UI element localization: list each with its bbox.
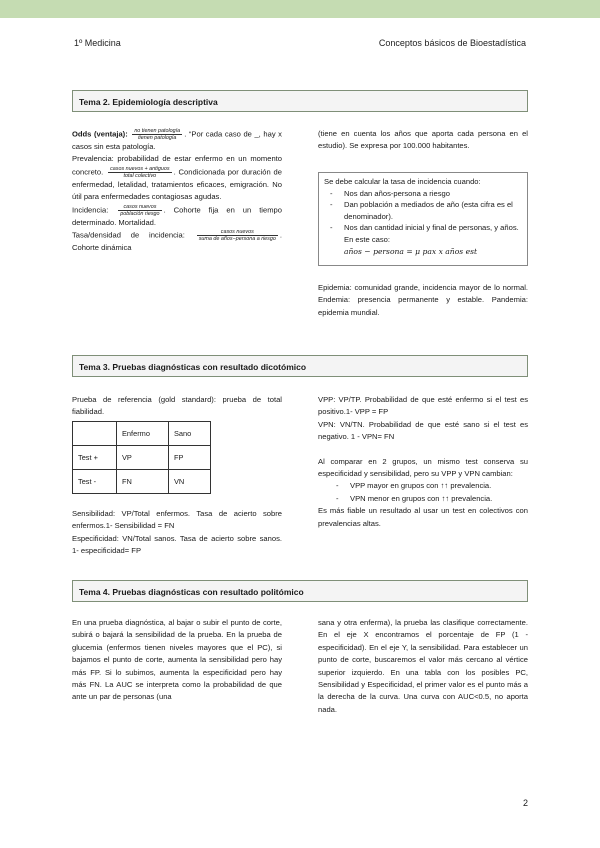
table-header-row bbox=[73, 422, 211, 446]
incidence-rate-box bbox=[318, 172, 528, 266]
vpp-text: VPP: VP/TP. Probabilidad de que esté enfermo si el test es positivo.1- VPP = FP bbox=[318, 395, 528, 417]
table-cell: FN bbox=[117, 470, 169, 494]
box-title: Se debe calcular la tasa de incidencia cuando: bbox=[324, 177, 481, 186]
odds-fraction: $\frac{\text{no tienen patología}}{\text{tienen patología}}$ bbox=[134, 128, 181, 141]
vpn-text: VPN: VN/TN. Probabilidad de que esté sano si el test es negativo. 1 - VPN= FN bbox=[318, 419, 528, 442]
section-title-tema4: Tema 4. Pruebas diagnósticas con resultado politómico bbox=[72, 580, 528, 602]
comparison-text: Al comparar en 2 grupos, un mismo test conserva su especificidad y sensibilidad, pero su VPP y VPN cambian: bbox=[318, 456, 528, 479]
box-item: - Nos dan años-persona a riesgo bbox=[330, 188, 522, 200]
incidence-definition: Incidencia: $\frac{\text{casos nuevos}}{\text{población riesgo}}$ . Cohorte fija en un tiempo determinado. Mortalidad. bbox=[72, 203, 282, 227]
contingency-table bbox=[72, 421, 211, 494]
list-item: - VPP mayor en grupos con ↑↑ prevalencia. bbox=[336, 480, 528, 492]
table-header-cell: Sano bbox=[169, 422, 211, 446]
epidemia-definitions: Epidemia: comunidad grande, incidencia mayor de lo normal. Endemia: presencia permanente y estable. Pandemia: epidemia mundial. bbox=[318, 283, 528, 317]
section-title-tema2: Tema 2. Epidemiología descriptiva bbox=[72, 90, 528, 112]
prevalence-fraction: $\frac{\text{casos nuevos + antiguos}}{\text{total colectivo}}$ bbox=[110, 165, 170, 179]
sensitivity-text: Sensibilidad: VP/Total enfermos. Tasa de acierto sobre enfermos.1- Sensibilidad = FN bbox=[72, 509, 282, 531]
box-list bbox=[324, 188, 522, 246]
rate-fraction: $\frac{\text{casos nuevos}}{\text{suma de años−persona a riesgo}}$ bbox=[198, 229, 276, 243]
specificity-text: Especificidad: VN/Total sanos. Tasa de acierto sobre sanos. 1- especificidad= FP bbox=[72, 533, 282, 556]
table-row bbox=[73, 470, 211, 494]
tema2-left-column bbox=[72, 128, 282, 254]
tema2-right-text: (tiene en cuenta los años que aporta cada persona en el estudio). Se expresa por 100.000 habitantes. bbox=[318, 129, 528, 151]
list-item: - VPN menor en grupos con ↑↑ prevalencia. bbox=[336, 493, 528, 505]
rate-definition: Tasa/densidad de incidencia: $\frac{\text{casos nuevos}}{\text{suma de años−persona a riesgo}}$ . Cohorte dinámica bbox=[72, 229, 282, 253]
tema3-right-column bbox=[318, 394, 528, 530]
comparison-list bbox=[318, 480, 528, 505]
box-formula: años − persona = μ pax x años est bbox=[344, 246, 478, 256]
tema4-left-column: En una prueba diagnóstica, al bajar o subir el punto de corte, subirá o bajará la sensibilidad de la prueba. En la prueba de glucemia (enfermos tienen niveles mayores que el PC), si bajamos el punto de corte, aumenta la sensibilidad pero hay más FP. Si lo subimos, aumenta la especificidad pero hay más FN. La AUC se interpreta como la probabilidad de que ante un par de personas (una bbox=[72, 618, 282, 702]
tema4-right-column: sana y otra enferma), la prueba las clasifique correctamente. En el eje X encontramos el porcentaje de FP (1 - especificidad). En el eje Y, la sensibilidad. Para establecer un punto de corte, buscaremos el valor más cercano al vértice superior izquierdo. En una tabla con los posibles PC, Sensibilidad y Especificidad, el primer valor es el punto más a la derecha de la curva. Una curva con AUC<0.5, no aporta nada. bbox=[318, 618, 528, 714]
table-header-cell: Enfermo bbox=[117, 422, 169, 446]
table-row bbox=[73, 446, 211, 470]
prevalence-definition: Prevalencia: probabilidad de estar enfermo en un momento concreto. $\frac{\text{casos nuevos + antiguos}}{\text{total colectivo}}$ . Condicionada por duración de enfermedad, letalidad, tratamientos eficaces, emigración. No útil para enfermedades contagiosas agudas. bbox=[72, 154, 282, 202]
table-cell: VP bbox=[117, 446, 169, 470]
page-number: 2 bbox=[522, 798, 528, 808]
header-course: 1º Medicina bbox=[74, 38, 121, 48]
tema3-left-bottom bbox=[72, 508, 282, 558]
header-subject: Conceptos básicos de Bioestadística bbox=[378, 38, 526, 48]
gold-standard-text: Prueba de referencia (gold standard): prueba de total fiabilidad. bbox=[72, 395, 282, 417]
section-title-tema3: Tema 3. Pruebas diagnósticas con resultado dicotómico bbox=[72, 355, 528, 377]
table-cell: Test - bbox=[73, 470, 117, 494]
box-item: - Nos dan cantidad inicial y final de personas, y años. En este caso: bbox=[330, 222, 522, 245]
reliability-text: Es más fiable un resultado al usar un test en colectivos con prevalencias altas. bbox=[318, 506, 528, 528]
table-cell: Test + bbox=[73, 446, 117, 470]
box-item: - Dan población a mediados de año (esta cifra es el denominador). bbox=[330, 199, 522, 222]
odds-definition: Odds (ventaja): $\frac{\text{no tienen patología}}{\text{tienen patología}}$ . “Por cada caso de _, hay x casos sin esta patología. bbox=[72, 128, 282, 151]
incidence-fraction: $\frac{\text{casos nuevos}}{\text{población riesgo}}$ bbox=[120, 203, 160, 217]
table-cell: FP bbox=[169, 446, 211, 470]
table-cell: VN bbox=[169, 470, 211, 494]
top-color-bar bbox=[0, 0, 600, 18]
